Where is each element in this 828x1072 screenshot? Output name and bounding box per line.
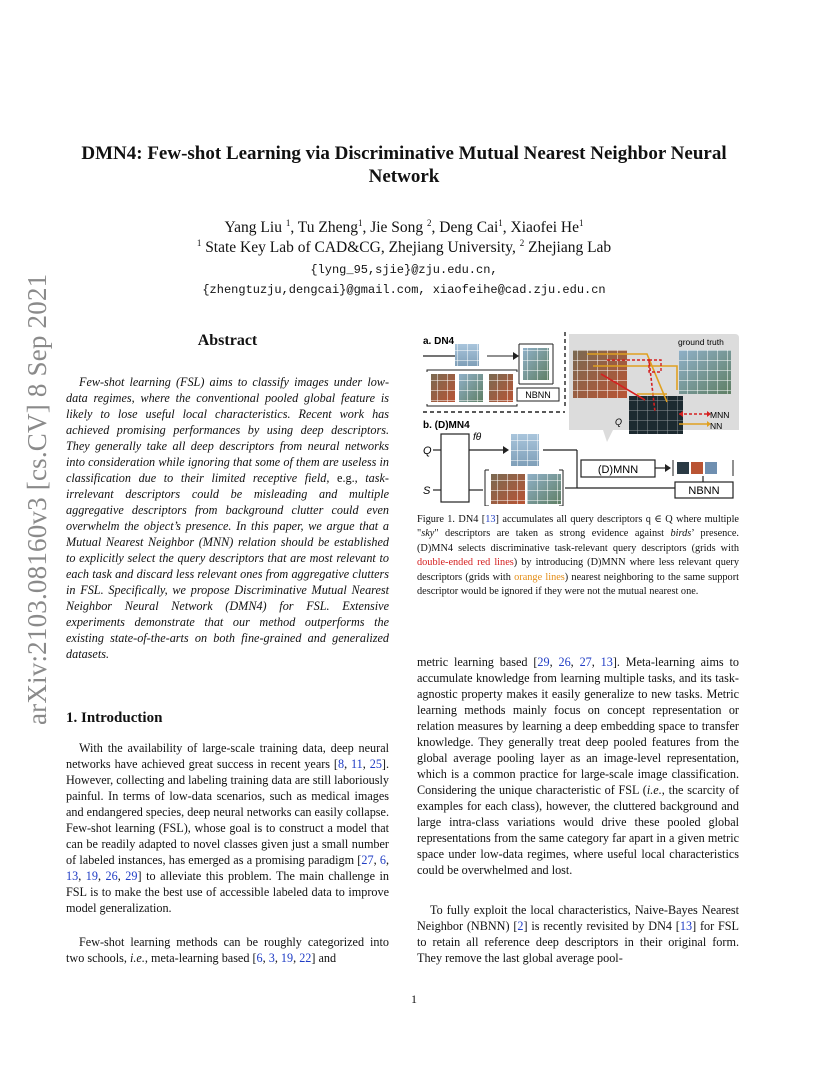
text-run: " descriptors are taken as strong evidence against <box>434 528 671 540</box>
text-run: ]. However, collecting and labeling training data are still laboriously painful. In terms of low-data scenarios, such as medical images and endangered species, deep neural networks can easily collapse. Few-shot learning (FSL), whose goal is to construct a model that can be readily adapted to novel classes given just a small number of labeled instances, has emerged as a promising paradigm [ <box>66 757 390 867</box>
paper-title: DMN4: Few-shot Learning via Discriminative Mutual Nearest Neighbor Neural Network <box>81 143 727 187</box>
citation-link[interactable]: 6 <box>256 951 263 965</box>
citation-link[interactable]: 11 <box>351 757 363 771</box>
text-run: Figure 1. DN4 [ <box>417 514 486 525</box>
abstract-part: , task-irrelevant descriptors could be misleading and multiple aggregative descriptors from background clutter could even overwhelm the object’s presence. In this paper, we argue that a Mutual Nearest Neighbor (MNN) relation should be established to explicitly select the query descriptors that are most relevant to each task and discard less relevant ones from aggregative clutters in FSL. Specifically, we propose Discriminative Mutual Nearest Neighbor Neural Network (DMN4) for FSL. Extensive experiments demonstrate that our method outperforms the existing state-of-the-arts on both fine-grained and generalized datasets. <box>66 471 389 661</box>
figure-svg <box>417 330 739 506</box>
author-name: Yang Liu <box>224 219 282 236</box>
dmnn-label: (D)MNN <box>597 464 639 476</box>
text-run: ] is recently revisited by DN4 [ <box>523 919 680 933</box>
text-run: ] and <box>311 951 337 965</box>
citation-link[interactable]: 26 <box>558 655 571 669</box>
email-block <box>80 260 728 300</box>
citation-link[interactable]: 13 <box>66 869 79 883</box>
author-name: , Deng Cai <box>431 219 499 236</box>
author-block <box>80 218 728 258</box>
section-heading-introduction: 1. Introduction <box>66 710 163 726</box>
backbone-network <box>441 434 469 502</box>
support-set-symbol: S <box>423 485 431 497</box>
figure-caption <box>417 513 739 599</box>
panel-label-a: a. DN4 <box>423 336 455 347</box>
citation-link[interactable]: 19 <box>280 951 294 965</box>
arxiv-identifier: arXiv:2103.08160v3 [cs.CV] 8 Sep 2021 <box>22 273 52 725</box>
affiliation-marker: 2 <box>427 218 432 228</box>
abstract-part: e.g. <box>337 471 355 485</box>
affiliation-marker: 2 <box>519 238 525 248</box>
citation-link[interactable]: 3 <box>268 951 275 965</box>
author-name: , Jie Song <box>362 219 424 236</box>
text-run: ) by introducing (D)MNN where less relevant query descriptors (grids with <box>417 557 739 583</box>
citation-link[interactable]: 6 <box>379 853 386 867</box>
ground-truth-label: ground truth <box>678 337 724 347</box>
text-run: metric learning based [ <box>417 655 538 669</box>
intro-paragraph-2: Few-shot learning methods can be roughly categorized into two schools, i.e., meta-learning based [6, 3, 19, 22] and <box>66 935 389 965</box>
citation-link[interactable]: 13 <box>679 919 693 933</box>
text-run: ) nearest neighboring to the same support descriptor would be ignored if they were not the mutual nearest one. <box>417 571 739 598</box>
affiliation-marker: 1 <box>578 218 584 228</box>
author-line <box>80 218 728 238</box>
email-line[interactable]: {zhengtuzju,dengcai}@gmail.com, xiaofeihe@cad.zju.edu.cn <box>202 283 606 297</box>
affiliation-line <box>80 238 728 258</box>
query-set-symbol: Q <box>615 417 623 427</box>
email-line[interactable]: {lyng_95,sjie}@zju.edu.cn, <box>310 263 498 277</box>
author-name: , Xiaofei He <box>502 219 579 236</box>
affiliation-text: Zhejiang Lab <box>524 239 612 256</box>
abstract-text <box>66 374 389 662</box>
citation-link[interactable]: 8 <box>338 757 345 771</box>
text-run: birds <box>670 528 692 540</box>
citation-link[interactable]: 13 <box>600 655 613 669</box>
citation-link[interactable]: 29 <box>537 655 550 669</box>
intro-paragraph-1: With the availability of large-scale training data, deep neural networks have achieved great success in recent years [8, 11, 25]. However, collecting and labeling training data are still laboriously painful. In terms of low-data scenarios, such as medical images and endangered species, deep neural networks can easily collapse. Few-shot learning (FSL), whose goal is to construct a model that can be readily adapted to novel classes given just a small number of labeled instances, has emerged as a promising paradigm [27, 6, 13, 19, 26, 29] to alleviate this problem. The main challenge in FSL is to make the best use of accessible labeled data to improve model generalization. <box>66 741 390 915</box>
right-paragraph-2 <box>417 902 739 966</box>
citation-link[interactable]: 2 <box>517 919 524 933</box>
embedding-function-label: fθ <box>473 432 482 443</box>
selected-descriptor <box>677 462 689 474</box>
affiliation-text: State Key Lab of CAD&CG, Zhejiang University, <box>201 239 520 256</box>
highlight-orange-text: orange lines <box>514 571 565 583</box>
page-number: 1 <box>411 992 417 1006</box>
text-run: ]. Meta-learning aims to accumulate knowledge from learning multiple tasks, and its task-agnostic property makes it easily generalize to new tasks. Metric learning methods mainly focus on concept representation or relation measures by learning a deep embedding space to transfer knowledge. They generally treat deep pooled features from the global average pooling layer as an image-level representation, which is a common practice for large-scale image classification. Considering the unique characteristic of FSL ( <box>417 655 739 797</box>
affiliation-marker: 1 <box>357 218 363 228</box>
affiliation-marker: 1 <box>498 218 503 228</box>
text-run: i.e. <box>129 951 145 965</box>
text-run: ] accumulates all query descriptors q ∈ Q where multiple " <box>417 514 739 540</box>
text-run: i.e. <box>646 783 662 797</box>
legend-nn: NN <box>710 421 723 431</box>
legend-mnn: MNN <box>710 410 730 420</box>
text-run: , the scarcity of examples for each class), however, the cluttered background and large intra-class variations would drive these pooled global representations from the same category far apart in a given metric space under low-data regimes, where useful local characteristics could be overwhelmed and lost. <box>417 783 740 877</box>
query-set-symbol: Q <box>423 445 432 457</box>
text-run: ’ presence. (D)MN4 selects discriminative task-relevant query descriptors (grids with <box>417 528 740 554</box>
abstract-part: Few-shot learning (FSL) aims to classify images under low-data regimes, where the conventional pooled global feature is likely to lose useful local characteristics. Recent work has achieved promising performances by using deep descriptors. They generally take all deep descriptors from neural networks into consideration while ignoring that some of them are useless in classification due to their limited receptive field, <box>66 375 389 485</box>
citation-link[interactable]: 25 <box>369 757 382 771</box>
citation-link[interactable]: 26 <box>105 869 118 883</box>
panel-label-b: b. (D)MN4 <box>423 420 470 431</box>
text-run: sky <box>421 528 435 540</box>
affiliation-marker: 1 <box>285 218 291 228</box>
figure-1-diagram <box>417 330 739 506</box>
affiliation-marker: 1 <box>196 238 202 248</box>
citation-link[interactable]: 27 <box>361 853 374 867</box>
citation-link[interactable]: 29 <box>125 869 138 883</box>
citation-link[interactable]: 13 <box>485 514 496 525</box>
text-run: ] for FSL to retain all reference deep descriptors in their original form. They remove the last global average pool- <box>417 919 740 965</box>
nbnn-label: NBNN <box>688 485 720 497</box>
citation-link[interactable]: 27 <box>579 655 592 669</box>
text-run: ] to alleviate this problem. The main challenge in FSL is to make the best use of accessible labeled data to improve model generalization. <box>66 869 390 915</box>
highlight-red-text: double-ended red lines <box>417 557 514 569</box>
selected-descriptor <box>691 462 703 474</box>
text-run: , meta-learning based [ <box>144 951 257 965</box>
abstract-heading: Abstract <box>197 332 258 349</box>
citation-link[interactable]: 22 <box>299 951 312 965</box>
text-run: With the availability of large-scale training data, deep neural networks have achieved great success in recent years [ <box>66 741 389 771</box>
text-run: To fully exploit the local characteristics, Naive-Bayes Nearest Neighbor (NBNN) [ <box>417 903 739 933</box>
citation-link[interactable]: 19 <box>85 869 98 883</box>
nbnn-label: NBNN <box>525 390 551 400</box>
selected-descriptor <box>705 462 717 474</box>
text-run: Few-shot learning methods can be roughly categorized into two schools, <box>66 935 389 965</box>
right-paragraph-1: metric learning based [29, 26, 27, 13]. Meta-learning aims to accumulate knowledge from learning multiple tasks, and its task-agnostic property makes it easily generalize to new tasks. Metric learning methods mainly focus on concept representation or relation measures by learning a deep embedding space to transfer knowledge. They generally treat deep pooled features from the global average pooling layer as an image-level representation, which is a common practice for large-scale image classification. Considering the unique characteristic of FSL (i.e., the scarcity of examples for each class), however, the cluttered background and large intra-class variations would drive these pooled global representations from the same category far apart in a given metric space under low-data regimes, where useful local characteristics could be overwhelmed and lost. <box>417 655 740 877</box>
author-name: , Tu Zheng <box>290 219 358 236</box>
